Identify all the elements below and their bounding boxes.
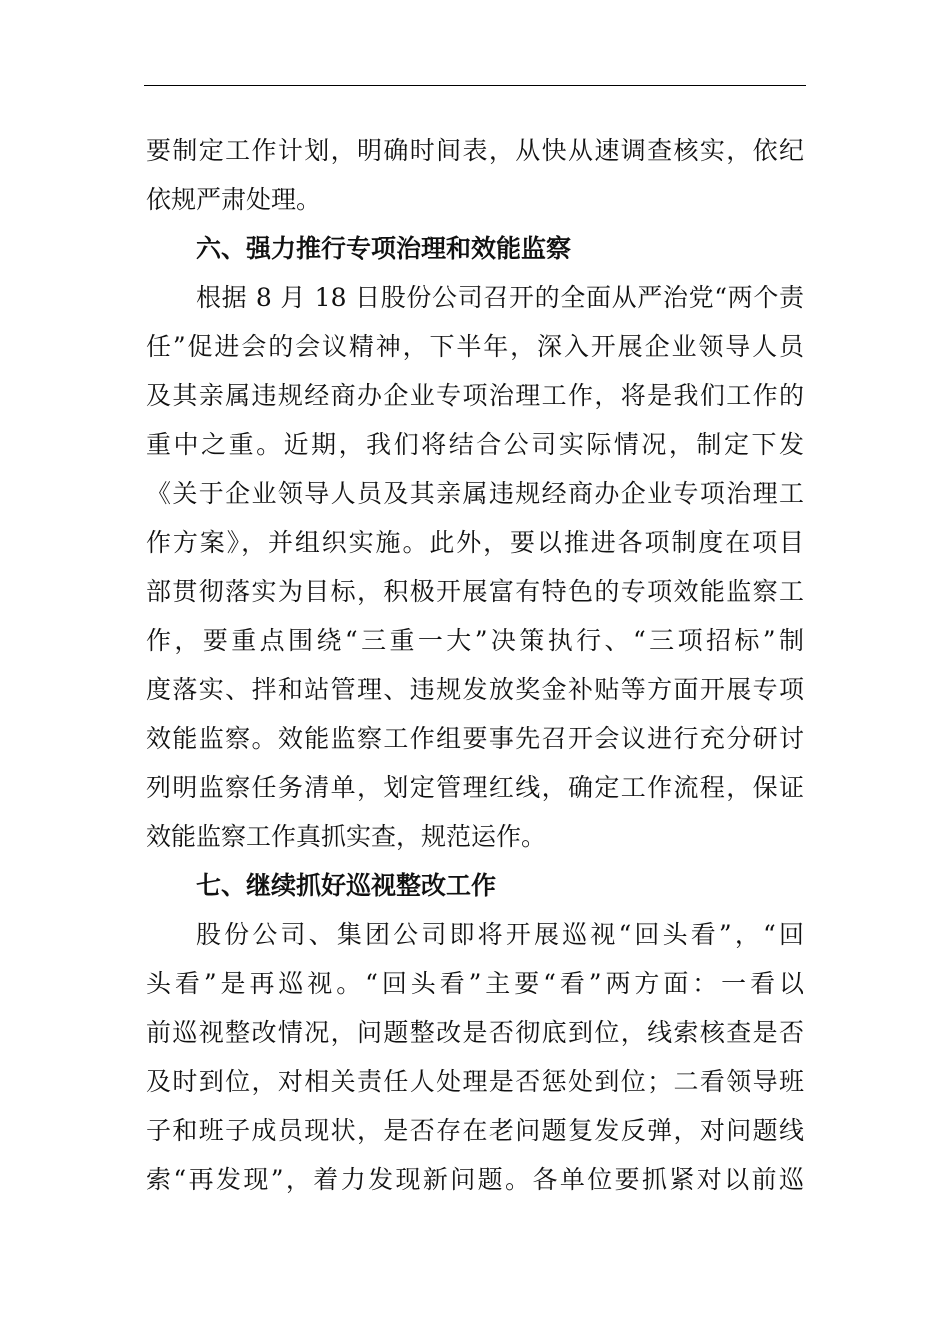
text-line: 作，要重点围绕“三重一大”决策执行、“三项招标”制 <box>146 626 804 655</box>
document-body <box>146 126 804 1204</box>
text-line: 任”促进会的会议精神，下半年，深入开展企业领导人员 <box>146 332 804 361</box>
header-rule <box>144 85 806 86</box>
text-line: 《关于企业领导人员及其亲属违规经商办企业专项治理工 <box>146 479 804 508</box>
text-line: 及其亲属违规经商办企业专项治理工作，将是我们工作的 <box>146 381 804 410</box>
section-heading: 六、强力推行专项治理和效能监察 <box>196 234 572 263</box>
text-line: 部贯彻落实为目标，积极开展富有特色的专项效能监察工 <box>146 577 804 606</box>
text-line: 股份公司、集团公司即将开展巡视“回头看”，“回 <box>196 920 804 949</box>
text-line: 度落实、拌和站管理、违规发放奖金补贴等方面开展专项 <box>146 675 804 704</box>
text-line: 头看”是再巡视。“回头看”主要“看”两方面：一看以 <box>146 969 804 998</box>
text-line: 前巡视整改情况，问题整改是否彻底到位，线索核查是否 <box>146 1018 804 1047</box>
text-line: 作方案》，并组织实施。此外，要以推进各项制度在项目 <box>146 528 804 557</box>
text-line: 及时到位，对相关责任人处理是否惩处到位；二看领导班 <box>146 1067 804 1096</box>
text-line: 效能监察。效能监察工作组要事先召开会议进行充分研讨 <box>146 724 804 753</box>
text-line: 列明监察任务清单，划定管理红线，确定工作流程，保证 <box>146 773 804 802</box>
text-line: 依规严肃处理。 <box>146 185 322 214</box>
text-line: 效能监察工作真抓实查，规范运作。 <box>146 822 547 851</box>
section-heading: 七、继续抓好巡视整改工作 <box>196 871 497 900</box>
text-line: 重中之重。近期，我们将结合公司实际情况，制定下发 <box>146 430 804 459</box>
text-line: 根据 8 月 18 日股份公司召开的全面从严治党“两个责 <box>196 283 804 312</box>
text-line: 子和班子成员现状，是否存在老问题复发反弹，对问题线 <box>146 1116 804 1145</box>
text-line: 要制定工作计划，明确时间表，从快从速调查核实，依纪 <box>146 136 804 165</box>
text-line: 索“再发现”，着力发现新问题。各单位要抓紧对以前巡 <box>146 1165 804 1194</box>
